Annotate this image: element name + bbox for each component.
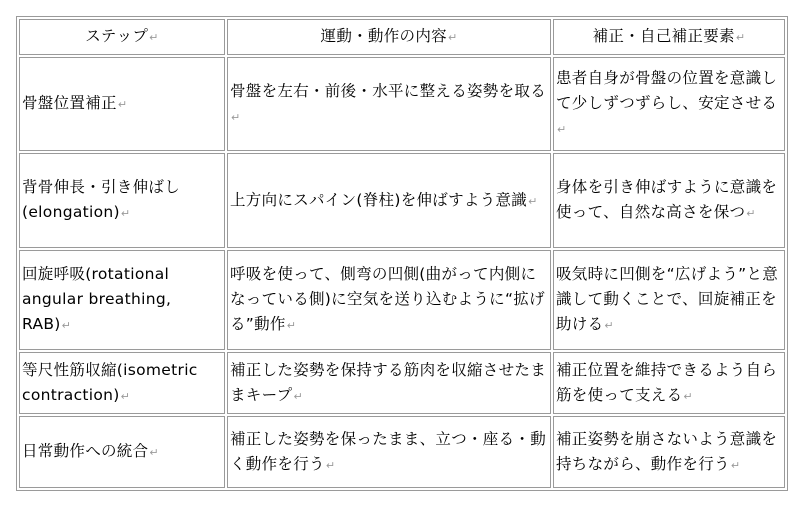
- content-cell: [227, 352, 551, 414]
- paragraph-mark-icon: ↵: [149, 446, 159, 459]
- table-header-row: [19, 19, 785, 55]
- correction-cell: [553, 416, 785, 488]
- step-text: 骨盤位置補正: [22, 94, 117, 112]
- paragraph-mark-icon: ↵: [325, 458, 336, 472]
- header-cell-content: [227, 19, 551, 55]
- correction-text: 患者自身が骨盤の位置を意識して少しずつずらし、安定させる: [556, 69, 778, 112]
- table-row: [19, 352, 785, 414]
- content-cell: [227, 57, 551, 151]
- paragraph-mark-icon: ↵: [231, 110, 241, 124]
- paragraph-mark-icon: ↵: [730, 458, 741, 472]
- correction-text: 吸気時に凹側を“広げよう”と意識して動くことで、回旋補正を助ける: [556, 265, 779, 333]
- paragraph-mark-icon: ↵: [528, 194, 538, 208]
- step-text: 日常動作への統合: [22, 442, 149, 460]
- paragraph-mark-icon: ↵: [293, 389, 303, 403]
- paragraph-mark-icon: ↵: [149, 31, 159, 44]
- paragraph-mark-icon: ↵: [683, 389, 693, 403]
- table-row: [19, 416, 785, 488]
- step-cell: [19, 416, 225, 488]
- header-correction-label: 補正・自己補正要素: [592, 27, 735, 45]
- paragraph-mark-icon: ↵: [61, 319, 72, 332]
- table-row: [19, 250, 785, 350]
- content-cell: [227, 250, 551, 350]
- paragraph-mark-icon: ↵: [120, 207, 131, 220]
- content-text: 呼吸を使って、側弯の凹側(曲がって内側になっている側)に空気を送り込むように“拡げる”動作: [230, 265, 545, 333]
- step-cell: [19, 352, 225, 414]
- correction-text: 身体を引き伸ばすように意識を使って、自然な高さを保つ: [556, 178, 778, 221]
- step-cell: [19, 250, 225, 350]
- steps-table: [16, 16, 788, 491]
- step-text: 等尺性筋収縮(isometric contraction): [22, 360, 198, 404]
- step-text: 回旋呼吸(rotational angular breathing, RAB): [22, 265, 172, 333]
- content-cell: [227, 153, 551, 248]
- table-row: [19, 153, 785, 248]
- header-cell-step: [19, 19, 225, 55]
- content-text: 骨盤を左右・前後・水平に整える姿勢を取る: [230, 81, 547, 100]
- correction-cell: [553, 250, 785, 350]
- paragraph-mark-icon: ↵: [604, 319, 614, 332]
- content-text: 補正した姿勢を保ったまま、立つ・座る・動く動作を行う: [230, 429, 547, 473]
- content-cell: [227, 416, 551, 488]
- content-text: 上方向にスパイン(脊柱)を伸ばすよう意識: [230, 190, 528, 209]
- paragraph-mark-icon: ↵: [447, 31, 458, 44]
- correction-text: 補正姿勢を崩さないよう意識を持ちながら、動作を行う: [556, 429, 778, 473]
- step-cell: [19, 153, 225, 248]
- paragraph-mark-icon: ↵: [120, 389, 131, 403]
- header-cell-correction: [553, 19, 785, 55]
- correction-cell: [553, 352, 785, 414]
- paragraph-mark-icon: ↵: [746, 207, 756, 220]
- correction-cell: [553, 57, 785, 151]
- paragraph-mark-icon: ↵: [286, 319, 297, 332]
- paragraph-mark-icon: ↵: [557, 123, 567, 136]
- step-text: 背骨伸長・引き伸ばし(elongation): [22, 178, 181, 221]
- paragraph-mark-icon: ↵: [735, 31, 746, 44]
- table-row: [19, 57, 785, 151]
- header-content-label: 運動・動作の内容: [320, 27, 447, 45]
- content-text: 補正した姿勢を保持する筋肉を収縮させたままキープ: [230, 360, 547, 404]
- correction-cell: [553, 153, 785, 248]
- correction-text: 補正位置を維持できるよう自ら筋を使って支える: [556, 360, 778, 404]
- paragraph-mark-icon: ↵: [117, 98, 128, 111]
- header-step-label: ステップ: [85, 27, 149, 45]
- step-cell: [19, 57, 225, 151]
